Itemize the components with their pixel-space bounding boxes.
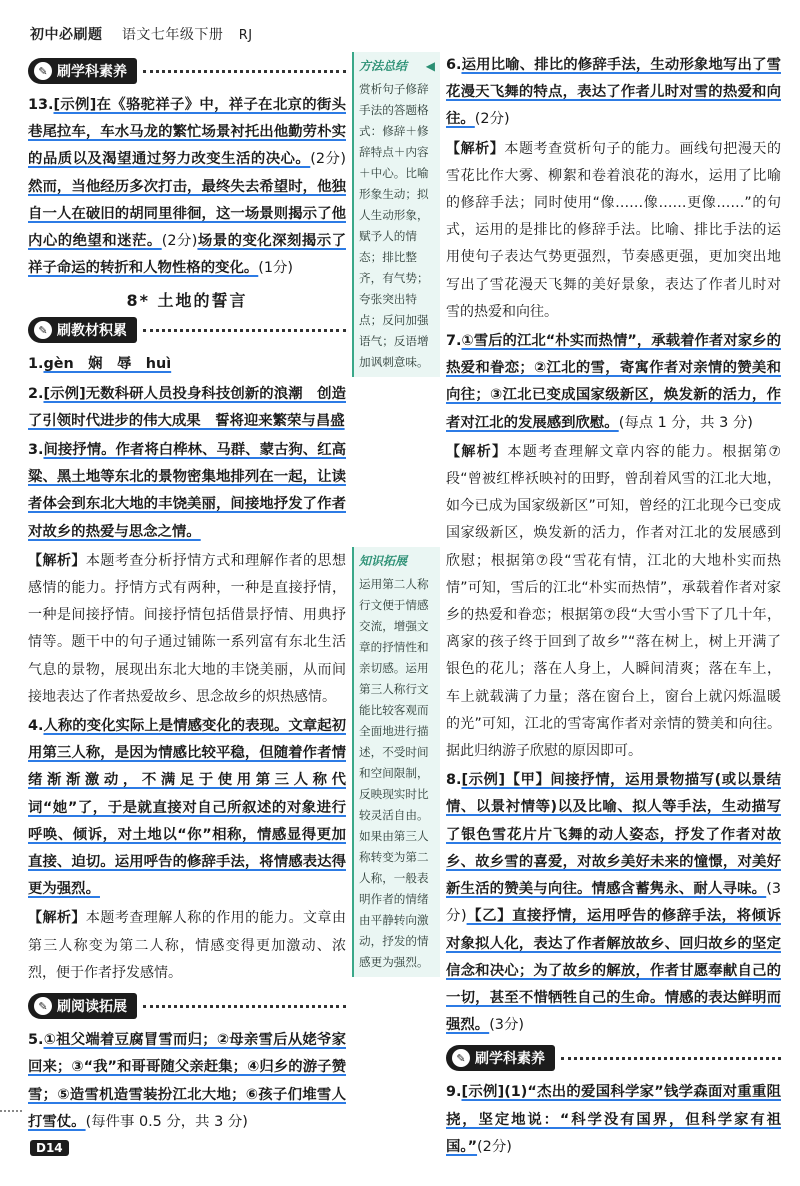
lesson-title: 8* 土地的誓言 (126, 291, 248, 311)
method-summary-box: 方法总结 ◀ 赏析句子修辞手法的答题格式：修辞＋修辞特点＋内容＋中心。比喻形象生动；拟人生动形象，赋予人的情态；排比整齐，有气势；夸张突出特点；反问加强语气；反语增加讽刺意味。 (352, 52, 440, 377)
answer-7: 7.①雪后的江北“朴实而热情”，承载着作者对家乡的热爱和眷恋；②江北的雪，寄寓作者对亲情的赞美和向往；③江北已变成国家级新区，焕发新的活力，作者对江北的发展感到欣慰。(每点 1 分，共 3 分) (446, 333, 781, 431)
section-header-reading: ✎ 刷阅读拓展 (28, 993, 346, 1019)
method-summary-text: 赏析句子修辞手法的答题格式：修辞＋修辞特点＋内容＋中心。比喻形象生动；拟人生动形象，赋予人的情态；排比整齐，有气势；夸张突出特点；反问加强语气；反语增加讽刺意味。 (359, 82, 429, 369)
answer-13: 13.[示例]在《骆驼祥子》中，祥子在北京的街头巷尾拉车，车水马龙的繁忙场景衬托出他勤劳朴实的品质以及渴望通过努力改变生活的决心。(2分)然而，当他经历多次打击，最终失去希望时，他独自一人在破旧的胡同里徘徊，这一场景则揭示了他内心的绝望和迷茫。(2分)场景的变化深刻揭示了祥子命运的转折和人物性格的变化。(1分) (28, 97, 346, 277)
book-edition: RJ (238, 28, 253, 43)
left-column (28, 52, 346, 1138)
section-header-literacy: ✎ 刷学科素养 (28, 58, 346, 84)
answer-3: 3.间接抒情。作者将白桦林、马群、蒙古狗、红高粱、黑土地等东北的景物密集地排列在一起，让读者体会到东北大地的丰饶美丽，间接地抒发了作者对故乡的热爱与思念之情。 (28, 442, 346, 540)
section-header-textbook: ✎ 刷教材积累 (28, 317, 346, 343)
arrow-right-icon: ◀ (425, 59, 435, 73)
book-subject: 语文七年级下册 (121, 27, 224, 43)
answer-8: 8.[示例]【甲】间接抒情，运用景物描写(或以景结情、以景衬情等)以及比喻、拟人等手法，生动描写了银色雪花片片飞舞的动人姿态，抒发了作者对故乡、故乡雪的喜爱，对故乡美好未来的憧憬，对美好新生活的赞美与向往。情感含蓄隽永、耐人寻味。(3分)【乙】直接抒情，运用呼告的修辞手法，将倾诉对象拟人化，表达了作者解放故乡、回归故乡的坚定信念和决心；为了故乡的解放，作者甘愿奉献自己的一切，甚至不惜牺牲自己的生命。情感的表达鲜明而强烈。(3分) (446, 772, 781, 1034)
brush-icon: ✎ (34, 997, 52, 1015)
page-number: D14 (30, 1140, 69, 1156)
brush-icon: ✎ (34, 321, 52, 339)
right-column (446, 52, 781, 1163)
explanation-4: 【解析】本题考查理解人称的作用的能力。文章由第三人称变为第二人称，情感变得更加激动、浓烈，便于作者抒发感情。 (28, 910, 347, 981)
explanation-6: 【解析】本题考查赏析句子的能力。画线句把漫天的雪花比作大雾、柳絮和卷着浪花的海水，运用了比喻的修辞手法；同时使用“像……像……更像……”的句式，运用的是排比的修辞手法。比喻、排比手法的运用使句子表达气势更强烈，节奏感更强，更加突出地写出了雪花漫天飞舞的美好景象，表达了作者儿时对雪的热爱和向往。 (446, 140, 782, 320)
running-header (30, 24, 253, 44)
answer-1: 1.gèn 娴 辱 huì (28, 356, 172, 373)
knowledge-expansion-text: 运用第二人称行文便于情感交流，增强文章的抒情性和亲切感。运用第三人称行文能比较客观而全面地进行描述，不受时间和空间限制，反映现实时比较灵活自由。如果由第三人称转变为第二人称，一般表明作者的情绪由平静转向激动，抒发的情感更为强烈。 (359, 577, 429, 969)
explanation-3: 【解析】本题考查分析抒情方式和理解作者的思想感情的能力。抒情方式有两种，一种是直接抒情，一种是间接抒情。间接抒情包括借景抒情、用典抒情等。题干中的句子通过铺陈一系列富有东北生活气息的景物，展现出东北大地的丰饶美丽，从而间接地表达了作者热爱故乡、思念故乡的炽热感情。 (28, 552, 347, 705)
explanation-7: 【解析】本题考查理解文章内容的能力。根据第⑦段“曾被红桦袄映衬的田野，曾刮着风雪的江北大地，如今已成为国家级新区”可知，曾经的江北现今已变成国家级新区，焕发新的活力，作者对江北的发展感到欣慰；根据第⑦段“雪花有情，江北的大地朴实而热情”可知，雪后的江北“朴实而热情”，承载着作者对家乡的热爱和眷恋；根据第⑦段“大雪小雪下了几十年，离家的孩子终于回到了故乡”“落在树上，树上开满了银色的花儿；落在人身上，人瞬间清爽；落在车上，车上就载满了力量；落在窗台上，窗台上就闪烁温暖的光”可知，江北的雪寄寓作者对亲情的赞美和向往。据此归纳游子欣慰的原因即可。 (446, 443, 781, 760)
dotted-rule (561, 1057, 781, 1060)
brush-icon: ✎ (452, 1049, 470, 1067)
book-title: 初中必刷题 (30, 27, 103, 43)
margin-notes (352, 52, 440, 977)
dotted-rule (143, 70, 346, 73)
answer-5: 5.①祖父端着豆腐冒雪而归；②母亲雪后从姥爷家回来；③“我”和哥哥随父亲赶集；④归乡的游子赞雪；⑤造雪机造雪装扮江北大地；⑥孩子们堆雪人打雪仗。(每件事 0.5 分，共 3 分) (28, 1032, 346, 1130)
brush-icon: ✎ (34, 62, 52, 80)
knowledge-expansion-box: 知识拓展 运用第二人称行文便于情感交流，增强文章的抒情性和亲切感。运用第三人称行文能比较客观而全面地进行描述，不受时间和空间限制，反映现实时比较灵活自由。如果由第三人称转变为第二人称，一般表明作者的情绪由平静转向激动，抒发的情感更为强烈。 (352, 547, 440, 977)
answer-9: 9.[示例](1)“杰出的爱国科学家”钱学森面对重重阻挠，坚定地说：“科学没有国界，但科学家有祖国。”(2分) (446, 1084, 781, 1155)
dotted-rule (143, 1005, 346, 1008)
section-header-literacy-2: ✎ 刷学科素养 (446, 1045, 781, 1071)
gutter-line (0, 1110, 22, 1112)
answer-6: 6.运用比喻、排比的修辞手法，生动形象地写出了雪花漫天飞舞的特点，表达了作者儿时对雪的热爱和向往。(2分) (446, 57, 781, 128)
answer-4: 4.人称的变化实际上是情感变化的表现。文章起初用第三人称，是因为情感比较平稳，但随着作者情绪渐渐激动，不满足于使用第三人称代词“她”了，于是就直接对自己所叙述的对象进行呼唤、倾诉，对土地以“你”相称，情感显得更加直接、迫切。运用呼告的修辞手法，将情感表达得更为强烈。 (28, 718, 346, 898)
dotted-rule (143, 329, 346, 332)
answer-2: 2.[示例]无数科研人员投身科技创新的浪潮 创造了引领时代进步的伟大成果 誓将迎来繁荣与昌盛 (28, 385, 346, 429)
